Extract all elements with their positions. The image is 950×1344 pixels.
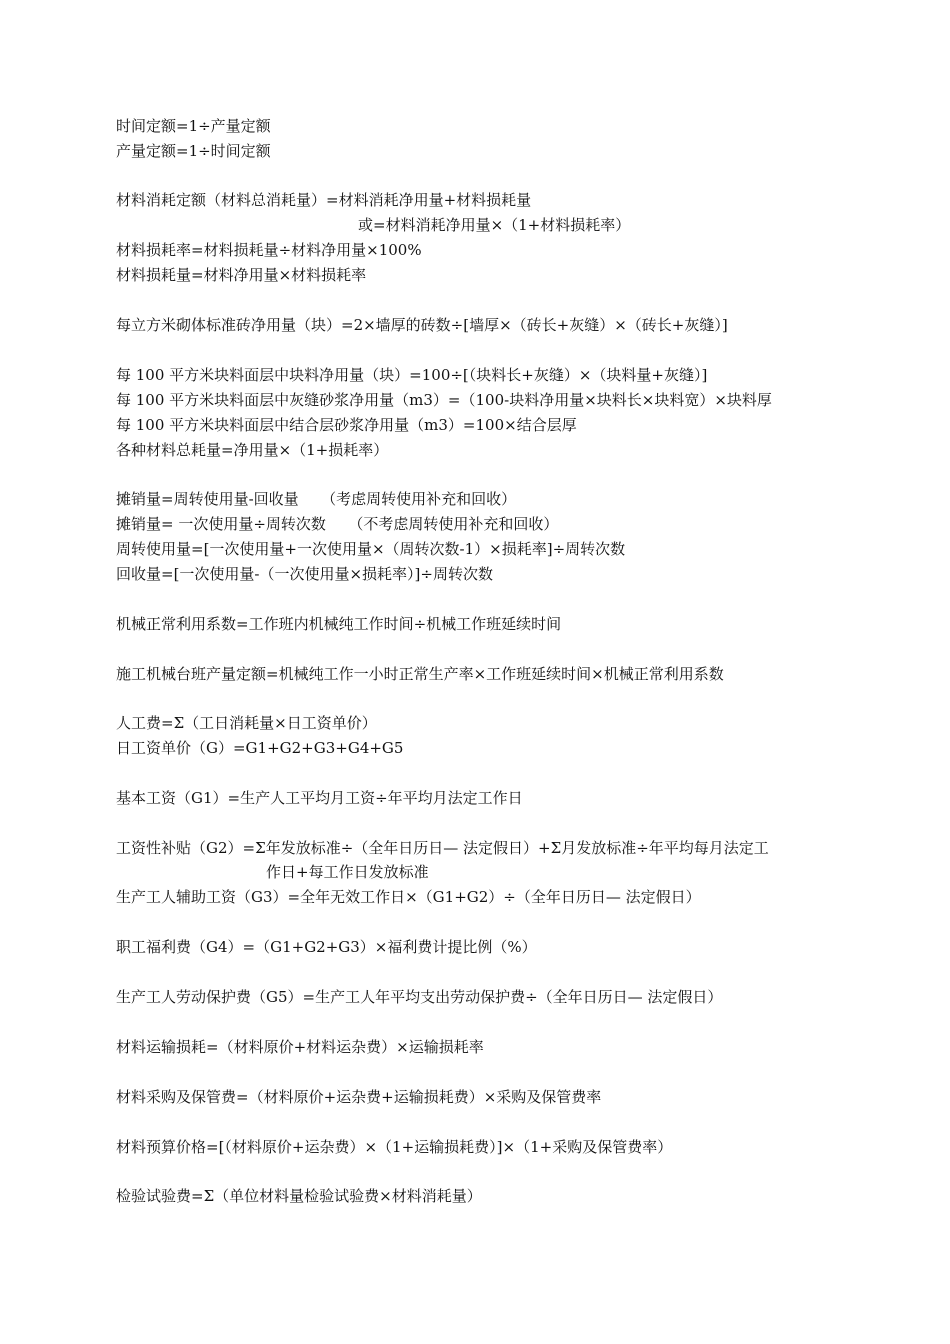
formula-welfare: 职工福利费（G4）=（G1+G2+G3）×福利费计提比例（%） (116, 938, 537, 956)
formula-material-consumption-alt: 或=材料消耗净用量×（1+材料损耗率） (358, 216, 631, 234)
formula-recovery: 回收量=[一次使用量-（一次使用量×损耗率）]÷周转次数 (116, 565, 493, 583)
formula-labor-protection: 生产工人劳动保护费（G5）=生产工人年平均支出劳动保护费÷（全年日历日— 法定假日） (116, 988, 723, 1006)
formula-auxiliary-wage: 生产工人辅助工资（G3）=全年无效工作日×（G1+G2）÷（全年日历日— 法定假日） (116, 888, 701, 906)
formula-loss-amount: 材料损耗量=材料净用量×材料损耗率 (116, 266, 367, 284)
formula-transport-loss: 材料运输损耗=（材料原价+材料运杂费）×运输损耗率 (116, 1038, 484, 1056)
formula-loss-rate: 材料损耗率=材料损耗量÷材料净用量×100% (116, 241, 422, 259)
formula-wage-subsidy-cont: 作日+每工作日发放标准 (266, 863, 429, 881)
formula-tile-net: 每 100 平方米块料面层中块料净用量（块）=100÷[（块料长+灰缝）×（块料量+灰缝）] (116, 366, 708, 384)
formula-total-consumption: 各种材料总耗量=净用量×（1+损耗率） (116, 441, 389, 459)
formula-machine-output: 施工机械台班产量定额=机械纯工作一小时正常生产率×工作班延续时间×机械正常利用系数 (116, 665, 724, 683)
formula-labor-cost: 人工费=Σ（工日消耗量×日工资单价） (116, 714, 377, 732)
formula-basic-wage: 基本工资（G1）=生产人工平均月工资÷年平均月法定工作日 (116, 789, 523, 807)
formula-procurement-fee: 材料采购及保管费=（材料原价+运杂费+运输损耗费）×采购及保管费率 (116, 1088, 602, 1106)
formula-time-quota: 时间定额=1÷产量定额 (116, 117, 271, 135)
formula-amortization-2: 摊销量= 一次使用量÷周转次数 （不考虑周转使用补充和回收） (116, 515, 559, 533)
formula-inspection-fee: 检验试验费=Σ（单位材料量检验试验费×材料消耗量） (116, 1187, 482, 1205)
formula-output-quota: 产量定额=1÷时间定额 (116, 142, 271, 160)
formula-daily-wage: 日工资单价（G）=G1+G2+G3+G4+G5 (116, 739, 404, 757)
formula-wage-subsidy: 工资性补贴（G2）=Σ年发放标准÷（全年日历日— 法定假日）+Σ月发放标准÷年平均每月法定工 (116, 839, 769, 857)
formula-joint-mortar: 每 100 平方米块料面层中灰缝砂浆净用量（m3）=（100-块料净用量×块料长×块料宽）×块料厚 (116, 391, 772, 409)
formula-amortization-1: 摊销量=周转使用量-回收量 （考虑周转使用补充和回收） (116, 490, 517, 508)
formula-budget-price: 材料预算价格=[（材料原价+运杂费）×（1+运输损耗费）]×（1+采购及保管费率） (116, 1138, 673, 1156)
formula-bond-mortar: 每 100 平方米块料面层中结合层砂浆净用量（m3）=100×结合层厚 (116, 416, 577, 434)
formula-turnover-use: 周转使用量=[一次使用量+一次使用量×（周转次数-1）×损耗率]÷周转次数 (116, 540, 626, 558)
formula-brick-net: 每立方米砌体标准砖净用量（块）=2×墙厚的砖数÷[墙厚×（砖长+灰缝）×（砖长+灰缝）] (116, 316, 728, 334)
formula-material-consumption: 材料消耗定额（材料总消耗量）=材料消耗净用量+材料损耗量 (116, 191, 532, 209)
formula-machine-utilization: 机械正常利用系数=工作班内机械纯工作时间÷机械工作班延续时间 (116, 615, 562, 633)
